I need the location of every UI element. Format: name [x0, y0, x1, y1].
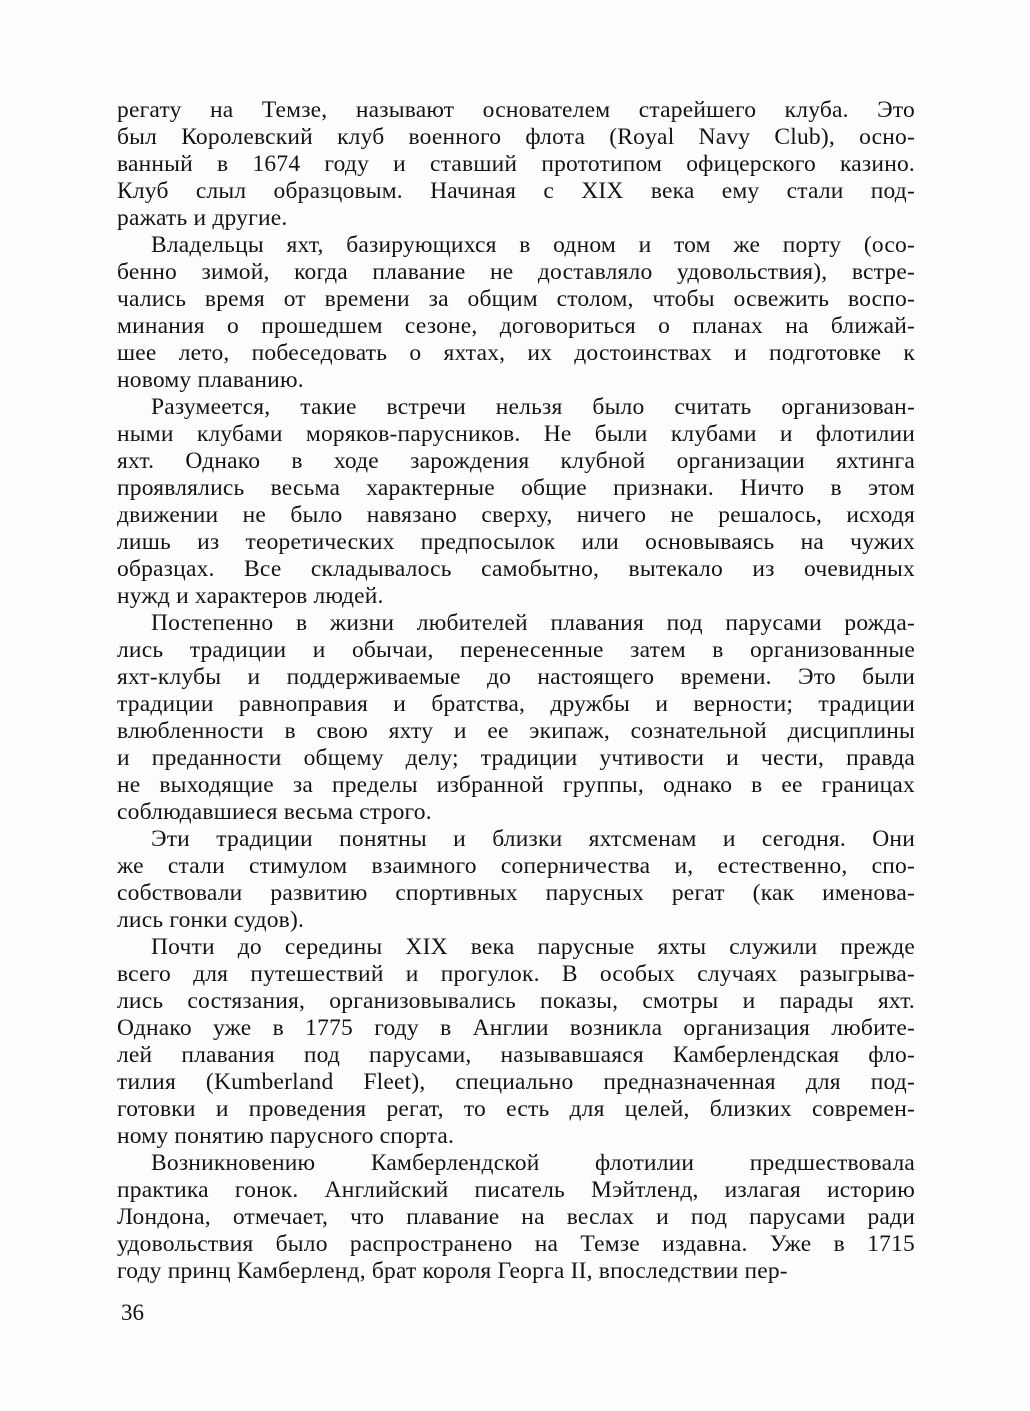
- text-line: лись традиции и обычаи, перенесенные затем в организованные: [117, 637, 915, 663]
- text-line: готовки и проведения регат, то есть для целей, близких современ-: [117, 1096, 915, 1122]
- text-line: регату на Темзе, называют основателем старейшего клуба. Это: [117, 97, 915, 123]
- text-line: Владельцы яхт, базирующихся в одном и том же порту (осо-: [151, 232, 915, 258]
- text-line: Однако уже в 1775 году в Англии возникла организация любите-: [117, 1015, 915, 1041]
- text-line: собствовали развитию спортивных парусных регат (как именова-: [117, 880, 915, 906]
- text-line: минания о прошедшем сезоне, договориться о планах на ближай-: [117, 313, 915, 339]
- text-line: Эти традиции понятны и близки яхтсменам и сегодня. Они: [151, 826, 915, 852]
- text-line: Постепенно в жизни любителей плавания под парусами рожда-: [151, 610, 915, 636]
- text-line: традиции равноправия и братства, дружбы и верности; традиции: [117, 691, 915, 717]
- text-line: практика гонок. Английский писатель Мэйтленд, излагая историю: [117, 1177, 915, 1203]
- paragraph: [117, 97, 915, 232]
- text-line: ному понятию парусного спорта.: [117, 1123, 455, 1149]
- text-line: лись состязания, организовывались показы, смотры и парады яхт.: [117, 988, 915, 1014]
- text-line: влюбленности в свою яхту и ее экипаж, сознательной дисциплины: [117, 718, 915, 744]
- text-line: лишь из теоретических предпосылок или основываясь на чужих: [117, 529, 915, 555]
- text-line: лей плавания под парусами, называвшаяся Камберлендская фло-: [117, 1042, 915, 1068]
- text-line: проявлялись весьма характерные общие признаки. Ничто в этом: [117, 475, 915, 501]
- paragraph: [117, 232, 915, 394]
- page-number: 36: [121, 1300, 144, 1325]
- text-line: новому плаванию.: [117, 367, 304, 393]
- text-line: удовольствия было распространено на Темзе издавна. Уже в 1715: [117, 1231, 915, 1257]
- text-line: и преданности общему делу; традиции учтивости и чести, правда: [117, 745, 915, 771]
- paragraph: [117, 394, 915, 610]
- text-line: движении не было навязано сверху, ничего не решалось, исходя: [117, 502, 915, 528]
- text-line: Разумеется, такие встречи нельзя было считать организован-: [151, 394, 915, 420]
- text-line: образцах. Все складывалось самобытно, вытекало из очевидных: [117, 556, 915, 582]
- text-line: ванный в 1674 году и ставший прототипом офицерского казино.: [117, 151, 915, 177]
- text-line: был Королевский клуб военного флота (Royal Navy Club), осно-: [117, 124, 915, 150]
- text-line: бенно зимой, когда плавание не доставляло удовольствия), встре-: [117, 259, 915, 285]
- text-line: не выходящие за пределы избранной группы, однако в ее границах: [117, 772, 915, 798]
- text-line: Почти до середины XIX века парусные яхты служили прежде: [151, 934, 915, 960]
- paragraph: [117, 1150, 915, 1285]
- text-block: [117, 97, 915, 1285]
- text-line: шее лето, побеседовать о яхтах, их достоинствах и подготовке к: [117, 340, 915, 366]
- text-line: Лондона, отмечает, что плавание на веслах и под парусами ради: [117, 1204, 915, 1230]
- text-line: яхт-клубы и поддерживаемые до настоящего времени. Это были: [117, 664, 915, 690]
- text-line: ными клубами моряков-парусников. Не были клубами и флотилии: [117, 421, 915, 447]
- text-line: Клуб слыл образцовым. Начиная с XIX века ему стали под-: [117, 178, 915, 204]
- text-line: яхт. Однако в ходе зарождения клубной организации яхтинга: [117, 448, 915, 474]
- text-line: чались время от времени за общим столом, чтобы освежить воспо-: [117, 286, 915, 312]
- text-line: Возникновению Камберлендской флотилии предшествовала: [151, 1150, 915, 1176]
- paragraph: [117, 610, 915, 826]
- text-line: году принц Камберленд, брат короля Георга II, впоследствии пер-: [117, 1258, 788, 1284]
- text-line: же стали стимулом взаимного соперничества и, естественно, спо-: [117, 853, 915, 879]
- text-line: тилия (Kumberland Fleet), специально предназначенная для под-: [117, 1069, 915, 1095]
- text-line: нужд и характеров людей.: [117, 583, 384, 609]
- text-line: соблюдавшиеся весьма строго.: [117, 799, 432, 825]
- text-line: лись гонки судов).: [117, 907, 305, 933]
- text-line: ражать и другие.: [117, 205, 288, 231]
- paragraph: [117, 934, 915, 1150]
- text-line: всего для путешествий и прогулок. В особых случаях разыгрыва-: [117, 961, 915, 987]
- paragraph: [117, 826, 915, 934]
